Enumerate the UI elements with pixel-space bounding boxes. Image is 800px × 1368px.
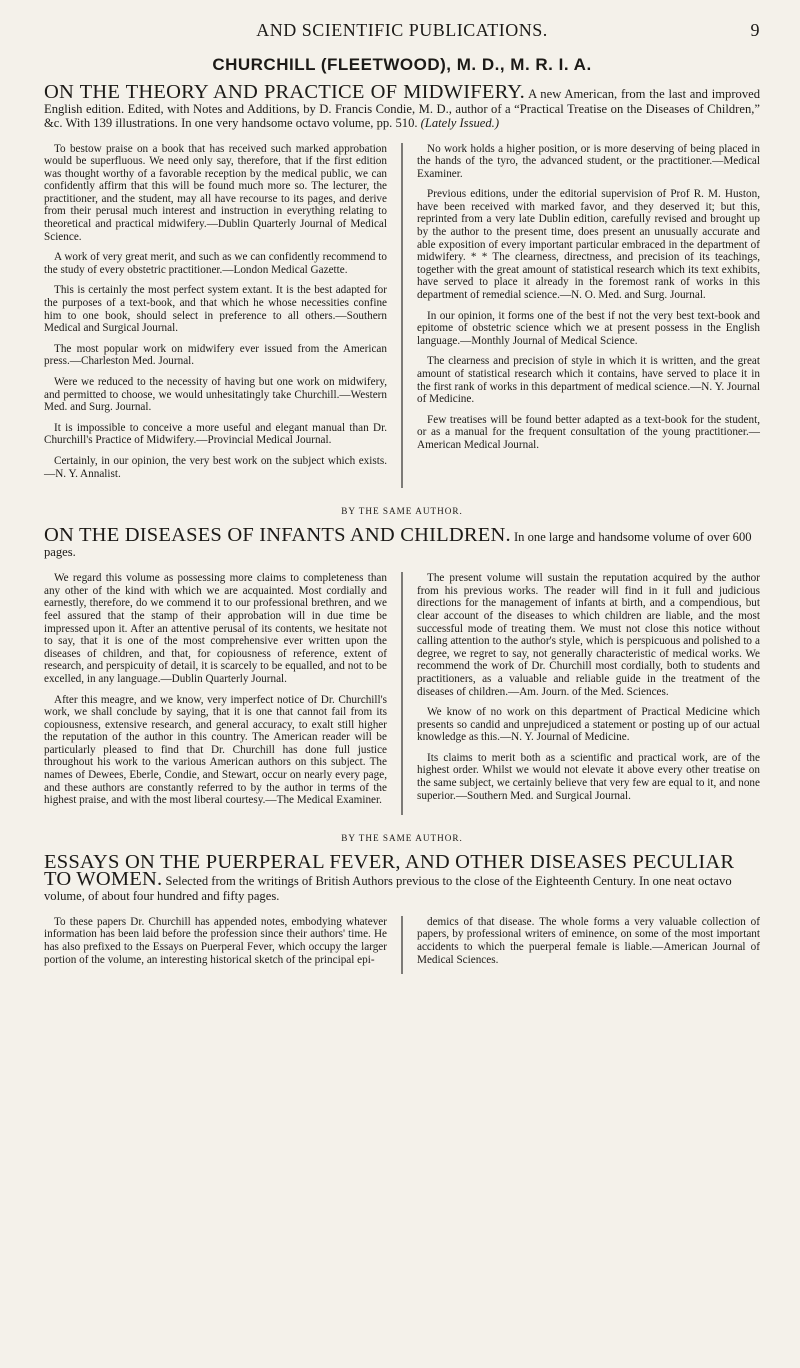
- book1-title-status: (Lately Issued.): [420, 116, 500, 130]
- column-divider: [401, 143, 403, 489]
- review: Certainly, in our opinion, the very best work on the subject which exists.—N. Y. Annalist.: [44, 454, 387, 480]
- review: It is impossible to conceive a more useful and elegant manual than Dr. Churchill's Practice of Midwifery.—Provincial Medical Journal.: [44, 421, 387, 447]
- review: To bestow praise on a book that has received such marked approbation would be superfluous. We need only say, therefore, that if the first edition was thought worthy of a favorable reception by the medical public, we can confidently affirm that this will be found much more so. The lecturer, the practitioner, and the student, may all have recourse to its pages, and derive from their perusal much interest and instruction in everything relating to theoretical and practical midwifery.—Dublin Quarterly Journal of Medical Science.: [44, 142, 387, 243]
- book1-right-column: [417, 143, 760, 489]
- byline: BY THE SAME AUTHOR.: [341, 506, 463, 517]
- book2-title-main: ON THE DISEASES OF INFANTS AND CHILDREN.: [44, 524, 511, 547]
- book2-title-desc: In one large and handsome volume of over 600 pages.: [44, 530, 752, 560]
- book1-title-desc: A new American, from the last and improved English edition. Edited, with Notes and Additions, by D. Francis Condie, M. D., author of a “Practical Treatise on the Diseases of Children,” &c. With 139 illustrations. In one very handsome octavo volume, pp. 510.: [44, 87, 761, 130]
- book2-right-column: [417, 572, 760, 815]
- book2-reviews: [44, 572, 760, 815]
- book3-title-main: ESSAYS ON THE PUERPERAL FEVER, AND OTHER DISEASES PECULIAR TO WOMEN.: [44, 850, 735, 890]
- book1-left-column: [44, 143, 387, 489]
- book1-reviews: [44, 143, 760, 489]
- review: Its claims to merit both as a scientific and practical work, are of the highest order. Whilst we would not elevate it above every other treatise on the same subject, we certainly believe that very few are equal to it, and none superior.—Southern Med. and Surgical Journal.: [417, 751, 760, 802]
- book1-title-main: ON THE THEORY AND PRACTICE OF MIDWIFERY.: [44, 81, 525, 103]
- page-number: 9: [750, 20, 760, 40]
- review: We regard this volume as possessing more claims to completeness than any other of the kind with which we are acquainted. Most cordially and earnestly, therefore, do we commend it to our professional brethren, and we feel assured that the stamp of their approbation will in due time be impressed upon it. After an attentive perusal of its contents, we hesitate not to say, that it is one of the most comprehensive ever written upon the diseases of children, and that, for copiousness of reference, extent of research, and perspicuity of detail, it is scarcely to be equalled, and not to be excelled, in any language.—Dublin Quarterly Journal.: [44, 572, 387, 685]
- review: demics of that disease. The whole forms a very valuable collection of papers, by professional writers of eminence, on some of the most important accidents to which the puerperal female is liable.—American Journal of Medical Sciences.: [417, 915, 760, 966]
- running-header-title: AND SCIENTIFIC PUBLICATIONS.: [256, 20, 548, 40]
- review: After this meagre, and we know, very imperfect notice of Dr. Churchill's work, we shall conclude by saying, that it is one that cannot fail from its copiousness, extensive research, and general accuracy, to exalt still higher the reputation of the author in this country. The American reader will be particularly pleased to find that Dr. Churchill has done full justice throughout his work to the various American authors on this subject. The names of Dewees, Eberle, Condie, and Stewart, occur on nearly every page, and these authors are constantly referred to by the author in terms of the highest praise, and with the most liberal courtesy.—The Medical Examiner.: [44, 693, 387, 807]
- review: Previous editions, under the editorial supervision of Prof R. M. Huston, have been received with marked favor, and they deserved it; but this, reprinted from a very late Dublin edition, carefully revised and brought up by the author to the present time, does present an unusually accurate and able exposition of every important particular embraced in the department of midwifery. * * The clearness, directness, and precision of its teachings, together with the great amount of statistical research which its text exhibits, have served to place it already in the foremost rank of works in this department of remedial science.—N. O. Med. and Surg. Journal.: [417, 188, 760, 302]
- review: The most popular work on midwifery ever issued from the American press.—Charleston Med. Journal.: [44, 342, 387, 368]
- publisher-line: CHURCHILL (FLEETWOOD), M. D., M. R. I. A.: [212, 55, 592, 74]
- review: In our opinion, it forms one of the best if not the very best text-book and epitome of obstetric science which we at present possess in the English language.—Monthly Journal of Medical Science.: [417, 309, 760, 347]
- column-divider: [401, 572, 403, 815]
- review: Few treatises will be found better adapted as a text-book for the student, or as a manual for the frequent consultation of the young practitioner.—American Medical Journal.: [417, 413, 760, 451]
- review: This is certainly the most perfect system extant. It is the best adapted for the purposes of a text-book, and that which he whose necessities confine him to one book, should select in preference to all others.—Southern Medical and Surgical Journal.: [44, 284, 387, 335]
- review: The present volume will sustain the reputation acquired by the author from his previous works. The reader will find in it full and judicious directions for the management of infants at birth, and a compendious, but clear account of the diseases to which children are liable, and the most successful mode of treating them. We must not close this notice without calling attention to the author's style, which is perspicuous and polished to a degree, we regret to say, not generally characteristic of medical works. We recommend the work of Dr. Churchill most cordially, both to students and practitioners, as a valuable and reliable guide in the treatment of the diseases of children.—Am. Journ. of the Med. Sciences.: [417, 572, 760, 698]
- running-header: [44, 20, 760, 41]
- book2-title: [44, 524, 760, 560]
- review: A work of very great merit, and such as we can confidently recommend to the study of every obstetric practitioner.—London Medical Gazette.: [44, 251, 387, 276]
- book3-left-column: [44, 916, 387, 974]
- review: Were we reduced to the necessity of having but one work on midwifery, and permitted to choose, we would unhesitatingly take Churchill.—Western Med. and Surg. Journal.: [44, 376, 387, 414]
- book3-reviews: [44, 916, 760, 974]
- review: We know of no work on this department of Practical Medicine which presents so candid and unprejudiced a statement or posting up of our actual knowledge as this.—N. Y. Journal of Medicine.: [417, 706, 760, 744]
- review: The clearness and precision of style in which it is written, and the great amount of statistical research which it contains, have served to place it in the first rank of works in this department of medical science.—N. Y. Journal of Medicine.: [417, 355, 760, 406]
- page: [44, 14, 760, 974]
- review: No work holds a higher position, or is more deserving of being placed in the hands of the tyro, the advanced student, or the practitioner.—Medical Examiner.: [417, 142, 760, 180]
- book3-title: [44, 850, 760, 904]
- book3-right-column: [417, 916, 760, 974]
- book2-left-column: [44, 572, 387, 815]
- book1-title: [44, 81, 761, 131]
- review: To these papers Dr. Churchill has appended notes, embodying whatever information has been laid before the profession since their authors' time. He has also prefixed to the Essays on Puerperal Fever, which occupy the larger portion of the volume, an interesting historical sketch of the principal epi-: [44, 915, 387, 966]
- book3-title-desc: Selected from the writings of British Authors previous to the close of the Eighteenth Century. In one neat octavo volume, of about four hundred and fifty pages.: [44, 873, 732, 903]
- column-divider: [401, 916, 403, 974]
- byline: BY THE SAME AUTHOR.: [341, 832, 463, 843]
